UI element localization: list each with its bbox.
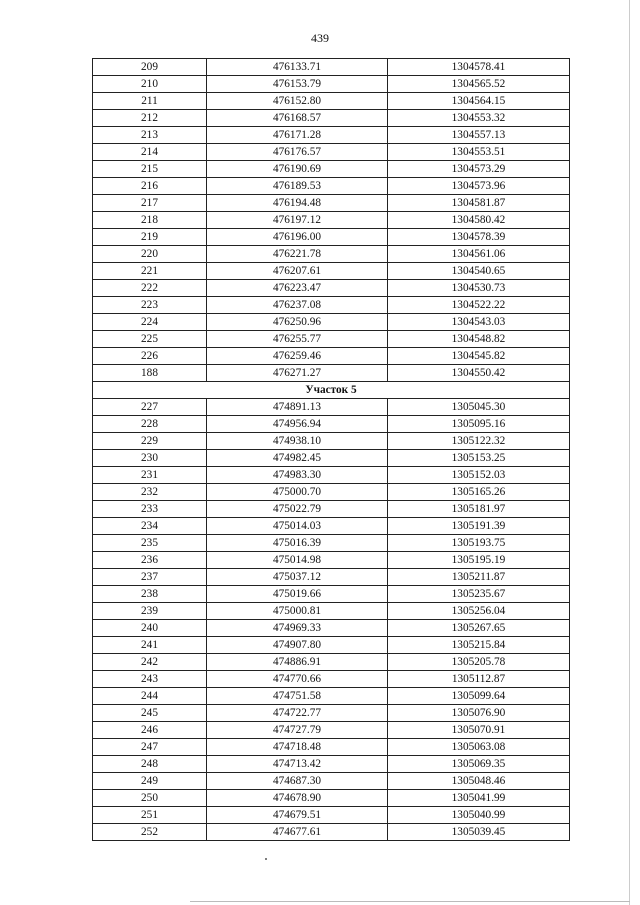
x-coordinate-cell: 474677.61 xyxy=(207,824,388,841)
x-coordinate-cell: 476189.53 xyxy=(207,178,388,195)
scan-bottom-line xyxy=(190,901,630,902)
x-coordinate-cell: 474886.91 xyxy=(207,654,388,671)
point-number-cell: 211 xyxy=(93,93,207,110)
y-coordinate-cell: 1304530.73 xyxy=(388,280,570,297)
y-coordinate-cell: 1304578.39 xyxy=(388,229,570,246)
y-coordinate-cell: 1304550.42 xyxy=(388,365,570,382)
table-row xyxy=(93,739,570,756)
x-coordinate-cell: 474713.42 xyxy=(207,756,388,773)
point-number-cell: 209 xyxy=(93,59,207,76)
table-row xyxy=(93,705,570,722)
point-number-cell: 217 xyxy=(93,195,207,212)
point-number-cell: 238 xyxy=(93,586,207,603)
point-number-cell: 241 xyxy=(93,637,207,654)
x-coordinate-cell: 475022.79 xyxy=(207,501,388,518)
table-row xyxy=(93,144,570,161)
point-number-cell: 227 xyxy=(93,399,207,416)
y-coordinate-cell: 1304548.82 xyxy=(388,331,570,348)
x-coordinate-cell: 474727.79 xyxy=(207,722,388,739)
table-row xyxy=(93,688,570,705)
y-coordinate-cell: 1304580.42 xyxy=(388,212,570,229)
table-row xyxy=(93,671,570,688)
y-coordinate-cell: 1304553.51 xyxy=(388,144,570,161)
y-coordinate-cell: 1305195.19 xyxy=(388,552,570,569)
x-coordinate-cell: 476223.47 xyxy=(207,280,388,297)
x-coordinate-cell: 476133.71 xyxy=(207,59,388,76)
y-coordinate-cell: 1305070.91 xyxy=(388,722,570,739)
x-coordinate-cell: 476221.78 xyxy=(207,246,388,263)
point-number-cell: 228 xyxy=(93,416,207,433)
table-row xyxy=(93,518,570,535)
table-row xyxy=(93,331,570,348)
y-coordinate-cell: 1304573.29 xyxy=(388,161,570,178)
x-coordinate-cell: 475000.70 xyxy=(207,484,388,501)
table-row xyxy=(93,161,570,178)
x-coordinate-cell: 475016.39 xyxy=(207,535,388,552)
table-row xyxy=(93,59,570,76)
x-coordinate-cell: 476194.48 xyxy=(207,195,388,212)
table-row xyxy=(93,127,570,144)
point-number-cell: 234 xyxy=(93,518,207,535)
x-coordinate-cell: 476176.57 xyxy=(207,144,388,161)
x-coordinate-cell: 476207.61 xyxy=(207,263,388,280)
y-coordinate-cell: 1305256.04 xyxy=(388,603,570,620)
point-number-cell: 231 xyxy=(93,467,207,484)
point-number-cell: 243 xyxy=(93,671,207,688)
point-number-cell: 225 xyxy=(93,331,207,348)
point-number-cell: 214 xyxy=(93,144,207,161)
point-number-cell: 230 xyxy=(93,450,207,467)
x-coordinate-cell: 476196.00 xyxy=(207,229,388,246)
table-row xyxy=(93,229,570,246)
point-number-cell: 215 xyxy=(93,161,207,178)
x-coordinate-cell: 476153.79 xyxy=(207,76,388,93)
y-coordinate-cell: 1305181.97 xyxy=(388,501,570,518)
table-row xyxy=(93,501,570,518)
table-row xyxy=(93,824,570,841)
x-coordinate-cell: 476168.57 xyxy=(207,110,388,127)
section-row xyxy=(93,382,570,399)
y-coordinate-cell: 1305041.99 xyxy=(388,790,570,807)
table-row xyxy=(93,263,570,280)
scan-edge-line xyxy=(629,0,630,905)
point-number-cell: 236 xyxy=(93,552,207,569)
y-coordinate-cell: 1304553.32 xyxy=(388,110,570,127)
table-row xyxy=(93,76,570,93)
y-coordinate-cell: 1305191.39 xyxy=(388,518,570,535)
x-coordinate-cell: 474956.94 xyxy=(207,416,388,433)
y-coordinate-cell: 1304565.52 xyxy=(388,76,570,93)
x-coordinate-cell: 475014.98 xyxy=(207,552,388,569)
table-row xyxy=(93,637,570,654)
x-coordinate-cell: 474938.10 xyxy=(207,433,388,450)
y-coordinate-cell: 1305039.45 xyxy=(388,824,570,841)
x-coordinate-cell: 474770.66 xyxy=(207,671,388,688)
y-coordinate-cell: 1305069.35 xyxy=(388,756,570,773)
x-coordinate-cell: 475019.66 xyxy=(207,586,388,603)
x-coordinate-cell: 476171.28 xyxy=(207,127,388,144)
scan-speck xyxy=(265,858,267,860)
point-number-cell: 210 xyxy=(93,76,207,93)
table-row xyxy=(93,467,570,484)
y-coordinate-cell: 1305112.87 xyxy=(388,671,570,688)
table-row xyxy=(93,569,570,586)
point-number-cell: 240 xyxy=(93,620,207,637)
table-row xyxy=(93,552,570,569)
x-coordinate-cell: 475014.03 xyxy=(207,518,388,535)
x-coordinate-cell: 475037.12 xyxy=(207,569,388,586)
point-number-cell: 249 xyxy=(93,773,207,790)
table-row xyxy=(93,450,570,467)
point-number-cell: 222 xyxy=(93,280,207,297)
table-row xyxy=(93,348,570,365)
table-row xyxy=(93,484,570,501)
table-row xyxy=(93,756,570,773)
table-row xyxy=(93,722,570,739)
point-number-cell: 239 xyxy=(93,603,207,620)
point-number-cell: 235 xyxy=(93,535,207,552)
point-number-cell: 244 xyxy=(93,688,207,705)
x-coordinate-cell: 474679.51 xyxy=(207,807,388,824)
table-row xyxy=(93,399,570,416)
y-coordinate-cell: 1304540.65 xyxy=(388,263,570,280)
table-row xyxy=(93,586,570,603)
table-row xyxy=(93,433,570,450)
y-coordinate-cell: 1305076.90 xyxy=(388,705,570,722)
point-number-cell: 248 xyxy=(93,756,207,773)
y-coordinate-cell: 1305122.32 xyxy=(388,433,570,450)
table-row xyxy=(93,178,570,195)
y-coordinate-cell: 1305193.75 xyxy=(388,535,570,552)
page-number: 439 xyxy=(311,31,329,45)
table-row xyxy=(93,620,570,637)
x-coordinate-cell: 476271.27 xyxy=(207,365,388,382)
point-number-cell: 237 xyxy=(93,569,207,586)
y-coordinate-cell: 1305205.78 xyxy=(388,654,570,671)
table-row xyxy=(93,807,570,824)
x-coordinate-cell: 476190.69 xyxy=(207,161,388,178)
point-number-cell: 246 xyxy=(93,722,207,739)
table-row xyxy=(93,790,570,807)
y-coordinate-cell: 1304545.82 xyxy=(388,348,570,365)
table-row xyxy=(93,654,570,671)
x-coordinate-cell: 476152.80 xyxy=(207,93,388,110)
x-coordinate-cell: 476259.46 xyxy=(207,348,388,365)
y-coordinate-cell: 1305267.65 xyxy=(388,620,570,637)
y-coordinate-cell: 1304522.22 xyxy=(388,297,570,314)
y-coordinate-cell: 1304557.13 xyxy=(388,127,570,144)
y-coordinate-cell: 1305211.87 xyxy=(388,569,570,586)
x-coordinate-cell: 474969.33 xyxy=(207,620,388,637)
table-row xyxy=(93,195,570,212)
x-coordinate-cell: 474982.45 xyxy=(207,450,388,467)
point-number-cell: 251 xyxy=(93,807,207,824)
y-coordinate-cell: 1305215.84 xyxy=(388,637,570,654)
table-row xyxy=(93,773,570,790)
x-coordinate-cell: 474891.13 xyxy=(207,399,388,416)
point-number-cell: 233 xyxy=(93,501,207,518)
coordinates-table-body xyxy=(93,59,570,841)
y-coordinate-cell: 1305045.30 xyxy=(388,399,570,416)
y-coordinate-cell: 1304581.87 xyxy=(388,195,570,212)
x-coordinate-cell: 475000.81 xyxy=(207,603,388,620)
x-coordinate-cell: 474907.80 xyxy=(207,637,388,654)
point-number-cell: 219 xyxy=(93,229,207,246)
table-row xyxy=(93,365,570,382)
y-coordinate-cell: 1305099.64 xyxy=(388,688,570,705)
x-coordinate-cell: 474751.58 xyxy=(207,688,388,705)
point-number-cell: 242 xyxy=(93,654,207,671)
y-coordinate-cell: 1305063.08 xyxy=(388,739,570,756)
table-row xyxy=(93,246,570,263)
table-row xyxy=(93,212,570,229)
y-coordinate-cell: 1305048.46 xyxy=(388,773,570,790)
y-coordinate-cell: 1304561.06 xyxy=(388,246,570,263)
table-row xyxy=(93,603,570,620)
coordinates-table xyxy=(92,58,570,841)
point-number-cell: 216 xyxy=(93,178,207,195)
y-coordinate-cell: 1304578.41 xyxy=(388,59,570,76)
table-row xyxy=(93,93,570,110)
x-coordinate-cell: 474687.30 xyxy=(207,773,388,790)
x-coordinate-cell: 474718.48 xyxy=(207,739,388,756)
x-coordinate-cell: 476250.96 xyxy=(207,314,388,331)
point-number-cell: 221 xyxy=(93,263,207,280)
x-coordinate-cell: 474983.30 xyxy=(207,467,388,484)
y-coordinate-cell: 1304573.96 xyxy=(388,178,570,195)
x-coordinate-cell: 474722.77 xyxy=(207,705,388,722)
point-number-cell: 223 xyxy=(93,297,207,314)
point-number-cell: 213 xyxy=(93,127,207,144)
point-number-cell: 218 xyxy=(93,212,207,229)
table-row xyxy=(93,416,570,433)
point-number-cell: 232 xyxy=(93,484,207,501)
x-coordinate-cell: 474678.90 xyxy=(207,790,388,807)
point-number-cell: 220 xyxy=(93,246,207,263)
x-coordinate-cell: 476255.77 xyxy=(207,331,388,348)
point-number-cell: 245 xyxy=(93,705,207,722)
section-title: Участок 5 xyxy=(93,382,570,399)
y-coordinate-cell: 1305165.26 xyxy=(388,484,570,501)
point-number-cell: 247 xyxy=(93,739,207,756)
y-coordinate-cell: 1304564.15 xyxy=(388,93,570,110)
x-coordinate-cell: 476197.12 xyxy=(207,212,388,229)
point-number-cell: 250 xyxy=(93,790,207,807)
table-row xyxy=(93,535,570,552)
y-coordinate-cell: 1305095.16 xyxy=(388,416,570,433)
point-number-cell: 226 xyxy=(93,348,207,365)
table-row xyxy=(93,110,570,127)
y-coordinate-cell: 1305153.25 xyxy=(388,450,570,467)
table-row xyxy=(93,297,570,314)
point-number-cell: 252 xyxy=(93,824,207,841)
y-coordinate-cell: 1304543.03 xyxy=(388,314,570,331)
y-coordinate-cell: 1305235.67 xyxy=(388,586,570,603)
point-number-cell: 212 xyxy=(93,110,207,127)
table-row xyxy=(93,314,570,331)
table-row xyxy=(93,280,570,297)
point-number-cell: 229 xyxy=(93,433,207,450)
y-coordinate-cell: 1305152.03 xyxy=(388,467,570,484)
x-coordinate-cell: 476237.08 xyxy=(207,297,388,314)
y-coordinate-cell: 1305040.99 xyxy=(388,807,570,824)
point-number-cell: 188 xyxy=(93,365,207,382)
point-number-cell: 224 xyxy=(93,314,207,331)
